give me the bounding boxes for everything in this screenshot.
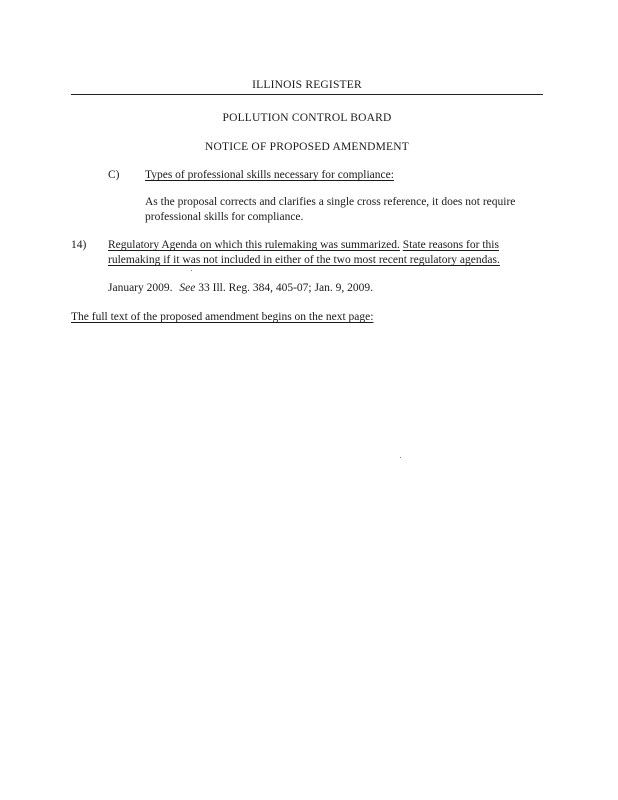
register-title: ILLINOIS REGISTER	[252, 79, 362, 91]
item-14-answer-see: See	[179, 282, 196, 294]
item-14-heading-part2: State reasons for this	[402, 239, 499, 251]
header-rule	[71, 94, 543, 95]
item-14-heading-line1	[108, 238, 499, 253]
speck	[400, 457, 401, 458]
closing-line: The full text of the proposed amendment begins on the next page:	[71, 311, 374, 323]
item-c-body-line2: professional skills for compliance.	[145, 211, 304, 223]
item-c-marker: C)	[108, 169, 120, 181]
item-14-answer-cite: 33 Ill. Reg. 384, 405-07; Jan. 9, 2009.	[195, 282, 373, 294]
notice-title: NOTICE OF PROPOSED AMENDMENT	[205, 141, 409, 153]
item-c-body-line1: As the proposal corrects and clarifies a single cross reference, it does not require	[145, 196, 516, 208]
item-14-marker: 14)	[71, 239, 87, 251]
item-14-answer	[108, 281, 373, 296]
item-14-heading-line2: rulemaking if it was not included in either of the two most recent regulatory agendas.	[108, 254, 500, 266]
agency-name: POLLUTION CONTROL BOARD	[222, 112, 392, 124]
item-14-heading-part1: Regulatory Agenda on which this rulemaking was summarized.	[108, 239, 400, 251]
item-14-answer-date: January 2009.	[108, 282, 173, 294]
speck	[191, 270, 192, 271]
item-c-heading: Types of professional skills necessary for compliance:	[145, 169, 394, 181]
